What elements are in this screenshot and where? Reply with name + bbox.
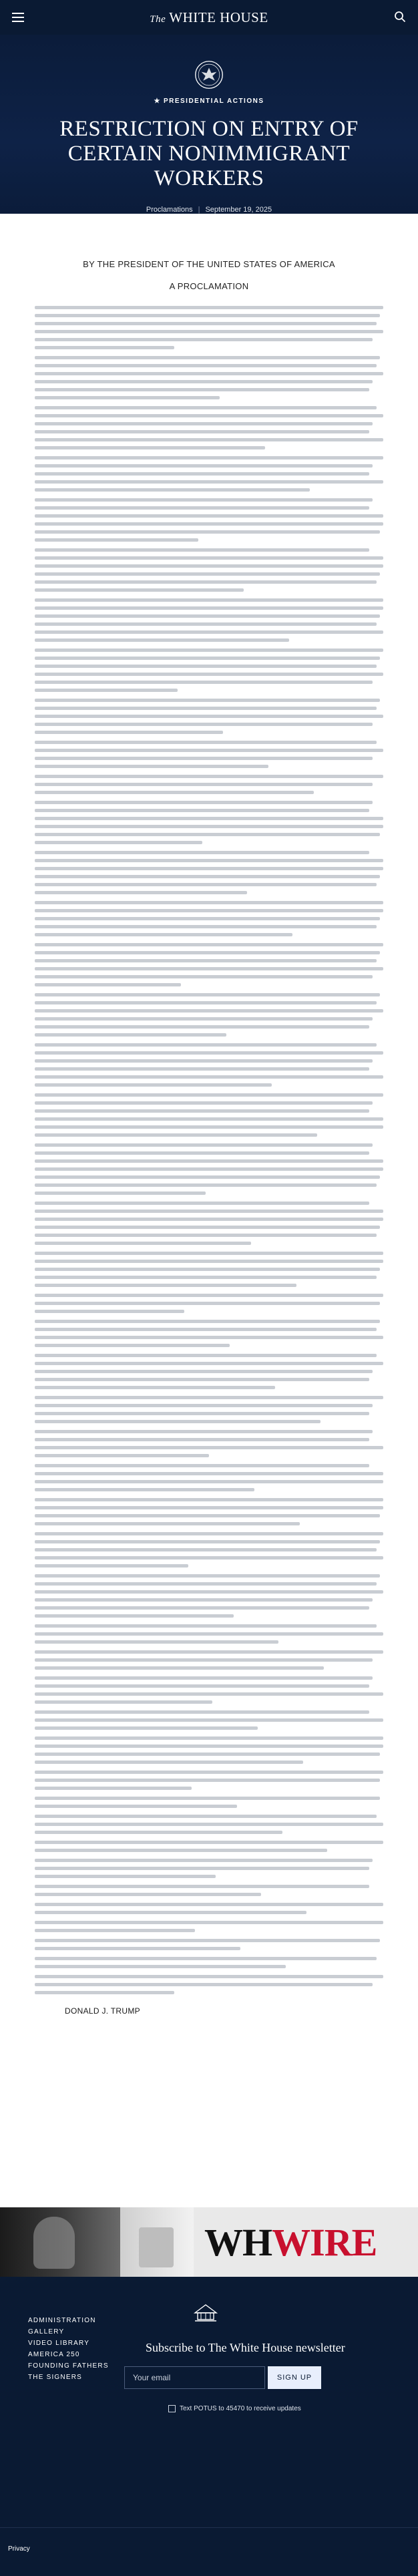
hero-section: [0, 35, 418, 214]
text-line-placeholder: [35, 380, 373, 383]
text-optin-label: Text POTUS to 45470 to receive updates: [180, 2405, 301, 2412]
paragraph: [35, 1430, 383, 1457]
paragraph: [35, 1771, 383, 1790]
paragraph: [35, 1939, 383, 1950]
paragraph: [35, 993, 383, 1037]
text-line-placeholder: [35, 1498, 383, 1501]
text-line-placeholder: [35, 338, 373, 341]
text-line-placeholder: [35, 456, 383, 459]
text-line-placeholder: [35, 330, 383, 333]
text-line-placeholder: [35, 1885, 369, 1888]
text-line-placeholder: [35, 430, 369, 433]
presidential-seal-icon: [192, 60, 226, 89]
text-line-placeholder: [35, 1093, 383, 1097]
text-line-placeholder: [35, 1666, 324, 1670]
page-title: RESTRICTION ON ENTRY OF CERTAIN NONIMMIGRANT WORKERS: [59, 117, 359, 190]
text-line-placeholder: [35, 1328, 377, 1331]
optin-checkbox[interactable]: [168, 2405, 176, 2412]
site-footer: [0, 2277, 418, 2527]
text-line-placeholder: [35, 1736, 383, 1740]
text-line-placeholder: [35, 1083, 272, 1087]
text-line-placeholder: [35, 1320, 380, 1323]
paragraph: [35, 1093, 383, 1137]
text-line-placeholder: [35, 1556, 383, 1559]
text-line-placeholder: [35, 498, 373, 502]
text-line-placeholder: [35, 1957, 377, 1960]
text-line-placeholder: [35, 891, 247, 894]
wire-logo-red: WIRE: [272, 2220, 377, 2264]
text-line-placeholder: [35, 1640, 278, 1644]
text-line-placeholder: [35, 1268, 380, 1271]
text-line-placeholder: [35, 1676, 373, 1680]
text-line-placeholder: [35, 1548, 377, 1551]
text-line-placeholder: [35, 1344, 230, 1347]
text-line-placeholder: [35, 1488, 254, 1491]
text-line-placeholder: [35, 548, 369, 552]
paragraph: [35, 1574, 383, 1618]
text-line-placeholder: [35, 580, 377, 584]
text-line-placeholder: [35, 657, 380, 660]
text-line-placeholder: [35, 1939, 380, 1942]
section-eyebrow: [154, 98, 264, 105]
text-line-placeholder: [35, 606, 383, 610]
paragraph: [35, 649, 383, 692]
text-line-placeholder: [35, 775, 383, 778]
text-line-placeholder: [35, 1033, 226, 1037]
paragraph: [35, 356, 383, 399]
text-line-placeholder: [35, 1815, 377, 1818]
text-line-placeholder: [35, 1710, 369, 1714]
text-line-placeholder: [35, 1506, 383, 1509]
text-line-placeholder: [35, 1143, 373, 1147]
paragraph: [35, 1815, 383, 1834]
footer-nav: [28, 2317, 109, 2385]
paragraph: [35, 1498, 383, 1525]
text-line-placeholder: [35, 1454, 209, 1457]
text-line-placeholder: [35, 414, 383, 417]
text-line-placeholder: [35, 1438, 369, 1441]
site-header: [0, 0, 418, 35]
text-line-placeholder: [35, 1700, 212, 1704]
proclamation-heading: A PROCLAMATION: [169, 281, 249, 291]
search-icon[interactable]: [394, 11, 406, 23]
publish-date: September 19, 2025: [205, 206, 272, 214]
text-line-placeholder: [35, 306, 383, 309]
wh-wire-logo[interactable]: [194, 2207, 418, 2277]
text-line-placeholder: [35, 1464, 369, 1467]
text-line-placeholder: [35, 1911, 306, 1914]
text-line-placeholder: [35, 841, 202, 844]
text-line-placeholder: [35, 1624, 377, 1628]
text-line-placeholder: [35, 1412, 369, 1415]
text-line-placeholder: [35, 322, 377, 325]
text-line-placeholder: [35, 649, 383, 652]
paragraph: [35, 306, 383, 349]
text-line-placeholder: [35, 346, 174, 349]
white-house-emblem-icon: [191, 2295, 220, 2325]
text-line-placeholder: [35, 406, 377, 409]
eyebrow-label: PRESIDENTIAL ACTIONS: [163, 98, 264, 105]
text-line-placeholder: [35, 1684, 369, 1688]
text-line-placeholder: [35, 1859, 373, 1862]
paragraph: [35, 498, 383, 542]
text-line-placeholder: [35, 538, 198, 542]
text-line-placeholder: [35, 1650, 383, 1654]
text-line-placeholder: [35, 1362, 383, 1365]
menu-icon[interactable]: [12, 13, 24, 22]
text-line-placeholder: [35, 673, 383, 676]
text-line-placeholder: [35, 1183, 377, 1187]
text-line-placeholder: [35, 1831, 282, 1834]
text-line-placeholder: [35, 1075, 383, 1079]
paragraph: [35, 598, 383, 642]
text-line-placeholder: [35, 1787, 192, 1790]
paragraph: [35, 1143, 383, 1195]
text-line-placeholder: [35, 356, 380, 359]
text-line-placeholder: [35, 1921, 383, 1924]
text-line-placeholder: [35, 689, 178, 692]
text-line-placeholder: [35, 588, 244, 592]
text-line-placeholder: [35, 364, 377, 367]
text-line-placeholder: [35, 1823, 383, 1826]
text-line-placeholder: [35, 1210, 383, 1213]
text-line-placeholder: [35, 1001, 377, 1004]
paragraph: [35, 943, 383, 986]
footer-link-gallery[interactable]: GALLERY: [28, 2328, 65, 2336]
text-line-placeholder: [35, 909, 383, 912]
paragraph: [35, 1354, 383, 1389]
newsletter-email-input[interactable]: [124, 2366, 265, 2389]
text-line-placeholder: [35, 715, 383, 718]
paragraph: [35, 1396, 383, 1423]
text-line-placeholder: [35, 1125, 383, 1129]
text-line-placeholder: [35, 1598, 373, 1602]
text-line-placeholder: [35, 314, 380, 317]
paragraph: [35, 1043, 383, 1087]
text-line-placeholder: [35, 1284, 296, 1287]
text-line-placeholder: [35, 1867, 369, 1870]
text-line-placeholder: [35, 472, 369, 476]
paragraph: [35, 456, 383, 492]
text-line-placeholder: [35, 1718, 383, 1722]
text-line-placeholder: [35, 851, 369, 854]
text-line-placeholder: [35, 1430, 373, 1433]
text-line-placeholder: [35, 1903, 383, 1906]
text-line-placeholder: [35, 975, 373, 978]
text-line-placeholder: [35, 1386, 275, 1389]
text-line-placeholder: [35, 438, 383, 441]
text-line-placeholder: [35, 933, 292, 936]
text-line-placeholder: [35, 867, 383, 870]
text-line-placeholder: [35, 1564, 188, 1568]
text-line-placeholder: [35, 522, 383, 526]
text-line-placeholder: [35, 1234, 377, 1237]
paragraph: [35, 1202, 383, 1245]
text-line-placeholder: [35, 1849, 327, 1852]
text-line-placeholder: [35, 1779, 380, 1782]
text-line-placeholder: [35, 1805, 237, 1808]
text-line-placeholder: [35, 1396, 383, 1399]
photo-banner[interactable]: [0, 2207, 418, 2277]
wire-logo-black: WH: [204, 2220, 272, 2264]
paragraph: [35, 901, 383, 936]
text-line-placeholder: [35, 1606, 369, 1610]
text-line-placeholder: [35, 791, 314, 794]
text-line-placeholder: [35, 925, 377, 928]
text-line-placeholder: [35, 901, 383, 904]
paragraph: [35, 1797, 383, 1808]
paragraph: [35, 1859, 383, 1878]
privacy-link[interactable]: Privacy: [8, 2545, 30, 2553]
text-line-placeholder: [35, 1302, 380, 1305]
text-line-placeholder: [35, 943, 383, 946]
star-icon: ★: [154, 98, 161, 105]
text-line-placeholder: [35, 1378, 369, 1381]
text-line-placeholder: [35, 993, 380, 996]
text-line-placeholder: [35, 1590, 383, 1594]
paragraph: [35, 1532, 383, 1568]
newsletter-signup-button[interactable]: SIGN UP: [268, 2366, 321, 2389]
text-line-placeholder: [35, 1175, 380, 1179]
text-line-placeholder: [35, 917, 380, 920]
text-line-placeholder: [35, 506, 369, 510]
text-line-placeholder: [35, 1109, 369, 1113]
text-line-placeholder: [35, 1025, 369, 1029]
footer-link-america-250[interactable]: AMERICA 250: [28, 2351, 80, 2358]
text-line-placeholder: [35, 1294, 383, 1297]
text-line-placeholder: [35, 967, 383, 970]
paragraph: [35, 548, 383, 592]
text-line-placeholder: [35, 1753, 380, 1756]
text-line-placeholder: [35, 1761, 303, 1764]
text-line-placeholder: [35, 1797, 380, 1800]
text-line-placeholder: [35, 1744, 383, 1748]
text-line-placeholder: [35, 1336, 383, 1339]
paragraph: [35, 406, 383, 449]
footer-link-video-library[interactable]: VIDEO LIBRARY: [28, 2340, 90, 2347]
text-line-placeholder: [35, 951, 380, 954]
text-line-placeholder: [35, 1514, 380, 1517]
text-line-placeholder: [35, 883, 377, 886]
text-line-placeholder: [35, 1404, 373, 1407]
text-optin[interactable]: [168, 2405, 301, 2412]
text-line-placeholder: [35, 1771, 383, 1774]
paragraph: [35, 1841, 383, 1852]
text-line-placeholder: [35, 1159, 383, 1163]
text-line-placeholder: [35, 1983, 373, 1986]
text-line-placeholder: [35, 1226, 380, 1229]
paragraph: [35, 1975, 383, 1994]
text-line-placeholder: [35, 1446, 383, 1449]
text-line-placeholder: [35, 1151, 369, 1155]
text-line-placeholder: [35, 959, 377, 962]
text-line-placeholder: [35, 1420, 321, 1423]
text-line-placeholder: [35, 1614, 234, 1618]
paragraph: [35, 1957, 383, 1968]
text-line-placeholder: [35, 1965, 286, 1968]
text-line-placeholder: [35, 723, 373, 726]
breadcrumb-category[interactable]: Proclamations: [146, 206, 193, 214]
paragraph: [35, 1650, 383, 1670]
text-line-placeholder: [35, 1202, 369, 1205]
footer-link-administration[interactable]: ADMINISTRATION: [28, 2317, 96, 2324]
text-line-placeholder: [35, 707, 377, 710]
footer-link-founding-fathers[interactable]: FOUNDING FATHERS: [28, 2362, 109, 2370]
text-line-placeholder: [35, 1841, 383, 1844]
text-line-placeholder: [35, 1875, 216, 1878]
text-line-placeholder: [35, 1101, 373, 1105]
text-line-placeholder: [35, 731, 223, 734]
text-line-placeholder: [35, 572, 380, 576]
text-line-placeholder: [35, 817, 383, 820]
text-line-placeholder: [35, 1117, 383, 1121]
text-line-placeholder: [35, 638, 289, 642]
text-line-placeholder: [35, 1167, 383, 1171]
text-line-placeholder: [35, 825, 383, 828]
text-line-placeholder: [35, 665, 377, 668]
white-house-photo: [120, 2207, 194, 2277]
logo-name: WHITE HOUSE: [169, 9, 268, 25]
text-line-placeholder: [35, 681, 373, 684]
text-line-placeholder: [35, 480, 383, 484]
president-photo: [0, 2207, 120, 2277]
text-line-placeholder: [35, 396, 220, 399]
text-line-placeholder: [35, 1252, 383, 1255]
text-line-placeholder: [35, 983, 181, 986]
paragraph: [35, 1885, 383, 1896]
text-line-placeholder: [35, 765, 268, 768]
text-line-placeholder: [35, 446, 265, 449]
paragraph: [35, 741, 383, 768]
text-line-placeholder: [35, 1582, 377, 1586]
paragraph: [35, 1294, 383, 1313]
text-line-placeholder: [35, 1632, 383, 1636]
preamble: BY THE PRESIDENT OF THE UNITED STATES OF AMERICA: [83, 259, 335, 269]
text-line-placeholder: [35, 1692, 383, 1696]
text-line-placeholder: [35, 859, 383, 862]
paragraph: [35, 1464, 383, 1491]
text-line-placeholder: [35, 741, 377, 744]
text-line-placeholder: [35, 1929, 195, 1932]
text-line-placeholder: [35, 1354, 377, 1357]
paragraph: [35, 1736, 383, 1764]
text-line-placeholder: [35, 757, 373, 760]
paragraph: [35, 851, 383, 894]
text-line-placeholder: [35, 630, 383, 634]
footer-link-the-signers[interactable]: THE SIGNERS: [28, 2374, 82, 2381]
text-line-placeholder: [35, 372, 383, 375]
paragraph: [35, 1252, 383, 1287]
breadcrumb-separator: |: [198, 206, 200, 214]
text-line-placeholder: [35, 875, 380, 878]
text-line-placeholder: [35, 699, 380, 702]
text-line-placeholder: [35, 1310, 184, 1313]
text-line-placeholder: [35, 1133, 317, 1137]
text-line-placeholder: [35, 614, 380, 618]
text-line-placeholder: [35, 422, 373, 425]
text-line-placeholder: [35, 1991, 174, 1994]
text-line-placeholder: [35, 464, 373, 468]
text-line-placeholder: [35, 1522, 300, 1525]
breadcrumb: [146, 206, 272, 214]
text-line-placeholder: [35, 1191, 206, 1195]
text-line-placeholder: [35, 783, 373, 786]
text-line-placeholder: [35, 1472, 383, 1475]
paragraph: [35, 801, 383, 844]
text-line-placeholder: [35, 388, 369, 391]
text-line-placeholder: [35, 1947, 240, 1950]
text-line-placeholder: [35, 1276, 377, 1279]
text-line-placeholder: [35, 556, 383, 560]
article-body: [0, 214, 418, 2016]
paragraph: [35, 1624, 383, 1644]
text-line-placeholder: [35, 1975, 383, 1978]
paragraph: [35, 699, 383, 734]
text-line-placeholder: [35, 1009, 383, 1013]
text-line-placeholder: [35, 488, 310, 492]
text-line-placeholder: [35, 833, 380, 836]
newsletter-title: Subscribe to The White House newsletter: [146, 2341, 345, 2354]
text-line-placeholder: [35, 1017, 373, 1021]
signature: DONALD J. TRUMP: [65, 2006, 140, 2016]
text-line-placeholder: [35, 1480, 383, 1483]
text-line-placeholder: [35, 1260, 383, 1263]
paragraph: [35, 1903, 383, 1914]
paragraph: [35, 1320, 383, 1347]
text-line-placeholder: [35, 1532, 383, 1535]
text-line-placeholder: [35, 1574, 380, 1578]
text-line-placeholder: [35, 530, 380, 534]
text-line-placeholder: [35, 598, 383, 602]
site-logo[interactable]: [150, 9, 268, 26]
text-line-placeholder: [35, 1067, 369, 1071]
paragraph: [35, 1921, 383, 1932]
text-line-placeholder: [35, 514, 383, 518]
text-line-placeholder: [35, 622, 377, 626]
text-line-placeholder: [35, 1893, 261, 1896]
text-line-placeholder: [35, 1043, 377, 1047]
paragraph: [35, 1710, 383, 1730]
text-line-placeholder: [35, 1658, 373, 1662]
text-line-placeholder: [35, 749, 383, 752]
text-line-placeholder: [35, 1059, 373, 1063]
text-line-placeholder: [35, 809, 369, 812]
text-line-placeholder: [35, 1726, 258, 1730]
text-line-placeholder: [35, 801, 373, 804]
paragraph: [35, 1676, 383, 1704]
logo-the: The: [150, 13, 166, 25]
text-line-placeholder: [35, 564, 383, 568]
text-line-placeholder: [35, 1370, 373, 1373]
paragraph: [35, 775, 383, 794]
text-line-placeholder: [35, 1242, 251, 1245]
article-paragraphs: [35, 306, 383, 1994]
text-line-placeholder: [35, 1051, 383, 1055]
text-line-placeholder: [35, 1218, 383, 1221]
footer-bottom-bar: [0, 2527, 418, 2576]
text-line-placeholder: [35, 1540, 380, 1543]
